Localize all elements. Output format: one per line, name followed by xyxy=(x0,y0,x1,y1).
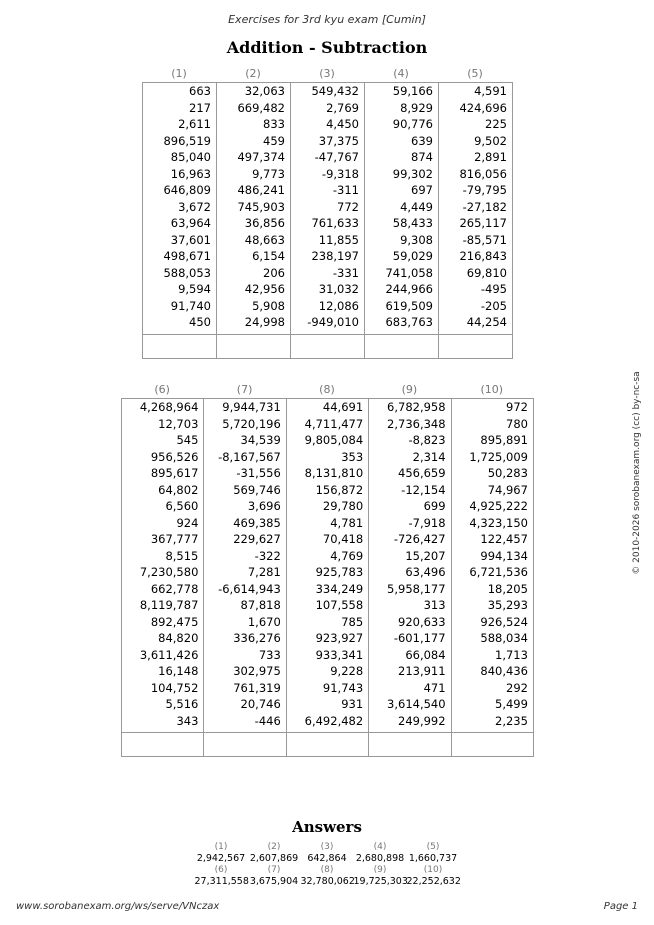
answer-label: (8) xyxy=(320,865,334,875)
problem-number-value: 206 xyxy=(263,265,285,280)
problem-number-value: 4,268,964 xyxy=(139,400,199,414)
problem-number-value: 48,663 xyxy=(244,232,285,247)
answer-cell xyxy=(248,865,301,888)
problem-number-value: 4,449 xyxy=(400,199,433,214)
problem-number-value: 646,809 xyxy=(163,183,211,197)
problem-number-value: 2,314 xyxy=(412,449,446,464)
problem-column xyxy=(368,399,450,757)
problem-column xyxy=(216,83,290,359)
problem-number-value: 6,721,536 xyxy=(469,565,528,579)
problem-number-value: 6,154 xyxy=(252,249,285,263)
problem-number-value: -322 xyxy=(254,548,281,563)
problem-number-value: 15,207 xyxy=(405,548,446,563)
problem-number-value: 12,703 xyxy=(158,416,199,431)
problem-number-value: 7,230,580 xyxy=(139,565,199,579)
problem-number-value: 5,958,177 xyxy=(387,581,446,596)
problem-number-value: 761,319 xyxy=(233,680,281,695)
problem-number-value: -85,571 xyxy=(462,232,507,247)
problem-number-value: 29,780 xyxy=(322,499,364,513)
problem-number-value: 16,963 xyxy=(170,166,211,181)
problem-number-value: 2,235 xyxy=(495,713,528,728)
problem-number-value: 104,752 xyxy=(150,680,199,695)
problem-number-value: 545 xyxy=(176,433,199,447)
problem-number-value: 892,475 xyxy=(150,614,199,629)
problem-grid xyxy=(121,398,534,757)
answer-value: 642,864 xyxy=(307,853,347,864)
answer-box[interactable] xyxy=(122,732,203,757)
problem-number-value: 367,777 xyxy=(150,532,199,546)
problem-number-value: 20,746 xyxy=(240,697,281,711)
problem-number-value: 9,228 xyxy=(330,664,364,678)
problem-number-value: 292 xyxy=(506,680,528,695)
problem-number: (4) xyxy=(393,67,409,80)
problem-number-value: 925,783 xyxy=(315,565,364,579)
problem-number-value: 50,283 xyxy=(487,466,528,480)
problem-number-value: 302,975 xyxy=(233,664,281,678)
problem-number-value: 225 xyxy=(485,117,507,131)
problem-number-value: -949,010 xyxy=(307,315,359,329)
problem-number-value: 343 xyxy=(176,713,199,728)
problem-number-value: 780 xyxy=(506,416,528,431)
problem-number-value: 229,627 xyxy=(233,532,281,546)
answer-cell xyxy=(301,842,354,865)
problem-number-value: 24,998 xyxy=(244,315,285,329)
problem-number-value: -8,823 xyxy=(408,433,446,447)
problem-number-value: 63,964 xyxy=(170,216,211,230)
problem-column xyxy=(286,399,368,757)
problem-number-value: 424,696 xyxy=(459,100,507,115)
answer-box[interactable] xyxy=(439,334,512,359)
problem-number-value: 588,053 xyxy=(163,265,211,280)
problem-number-value: 639 xyxy=(411,133,433,148)
problem-number-value: 313 xyxy=(423,598,446,612)
answer-label: (7) xyxy=(267,865,281,875)
problem-number-value: 36,856 xyxy=(244,216,285,230)
problem-number-value: -205 xyxy=(480,298,507,313)
problem-number-value: 44,254 xyxy=(466,315,507,329)
problem-number-value: -79,795 xyxy=(462,183,507,197)
problem-number-value: 58,433 xyxy=(392,216,433,230)
problem-number-value: 683,763 xyxy=(385,315,433,329)
problem-column xyxy=(142,83,216,359)
problem-number-value: 840,436 xyxy=(480,664,528,678)
problem-number-value: 4,769 xyxy=(330,548,364,563)
problem-number-value: 85,040 xyxy=(170,150,211,164)
problem-number-value: 34,539 xyxy=(240,433,281,447)
problem-number-value: 99,302 xyxy=(392,166,433,181)
problem-number-value: 2,611 xyxy=(178,117,211,131)
problem-number-value: 588,034 xyxy=(480,631,528,645)
problem-number-value: 2,769 xyxy=(326,100,359,115)
page-title: Addition - Subtraction xyxy=(226,38,428,57)
answers-row-2 xyxy=(0,865,654,888)
problem-number-value: 74,967 xyxy=(487,482,528,497)
problem-number-value: 669,482 xyxy=(237,100,285,115)
problem-number-value: 450 xyxy=(189,315,211,329)
problem-number-value: 32,063 xyxy=(244,84,285,98)
answers-section xyxy=(0,842,654,888)
problem-number-value: 37,375 xyxy=(318,133,359,148)
problem-number-value: 619,509 xyxy=(385,298,433,313)
problem-number-value: 549,432 xyxy=(311,84,359,98)
problem-number-value: 9,805,084 xyxy=(304,433,364,447)
problem-number: (8) xyxy=(319,383,335,396)
problem-number-value: 933,341 xyxy=(315,647,364,662)
problem-number-value: 8,515 xyxy=(165,548,199,563)
problem-column xyxy=(451,399,534,757)
problem-number-value: 238,197 xyxy=(311,249,359,263)
problem-number-value: 2,736,348 xyxy=(387,416,446,431)
problem-number-value: -446 xyxy=(254,713,281,728)
problem-number-value: 772 xyxy=(337,199,359,214)
problem-number-value: 4,591 xyxy=(474,84,507,98)
answer-box[interactable] xyxy=(217,334,290,359)
problem-number-value: 59,029 xyxy=(392,249,433,263)
problem-number-value: 217 xyxy=(189,100,211,115)
problem-number-value: 471 xyxy=(423,680,446,695)
problem-number-value: 896,519 xyxy=(163,133,211,148)
problem-table-2 xyxy=(121,382,534,757)
problem-number-value: 1,725,009 xyxy=(469,449,528,464)
problem-number-value: 107,558 xyxy=(315,598,364,612)
problem-column xyxy=(364,83,438,359)
problem-number-value: 741,058 xyxy=(385,265,433,280)
answer-value: 2,680,898 xyxy=(355,853,405,864)
problem-number-value: 156,872 xyxy=(315,482,364,497)
problem-number-value: 6,560 xyxy=(165,499,199,513)
problem-number-value: 697 xyxy=(411,183,433,197)
answer-value: 2,607,869 xyxy=(249,853,299,864)
answer-cell xyxy=(195,865,248,888)
problem-table-1 xyxy=(142,66,513,359)
problem-number-value: 63,496 xyxy=(405,565,446,579)
copyright-text: © 2010-2026 sorobanexam.org (cc) by-nc-sa xyxy=(632,371,642,575)
problem-number: (5) xyxy=(467,67,483,80)
problem-number-value: 874 xyxy=(411,150,433,164)
answers-row-1 xyxy=(0,842,654,865)
answer-cell xyxy=(407,865,460,888)
problem-number-value: -31,556 xyxy=(236,466,281,480)
problem-number-value: -9,318 xyxy=(321,166,359,181)
problem-number-value: 662,778 xyxy=(150,581,199,596)
problem-number-value: 8,119,787 xyxy=(139,598,199,612)
problem-number-value: -311 xyxy=(332,183,359,197)
answer-value: 22,252,632 xyxy=(406,876,461,887)
problem-number-value: 37,601 xyxy=(170,232,211,247)
problem-number-value: 497,374 xyxy=(237,150,285,164)
problem-number-value: 216,843 xyxy=(459,249,507,263)
problem-number-value: 816,056 xyxy=(459,166,507,181)
problem-number-value: 87,818 xyxy=(240,598,281,612)
answer-value: 32,780,062 xyxy=(300,876,355,887)
answer-cell xyxy=(195,842,248,865)
problem-number-value: 69,810 xyxy=(466,265,507,280)
page-header: Exercises for 3rd kyu exam [Cumin] xyxy=(228,13,426,26)
problem-number-value: 4,711,477 xyxy=(304,416,364,431)
problem-number-value: 785 xyxy=(341,614,364,629)
problem-number-value: -47,767 xyxy=(314,150,359,164)
problem-number-value: 699 xyxy=(423,499,446,513)
problem-number-value: 265,117 xyxy=(459,216,507,230)
problem-number-value: 9,308 xyxy=(400,232,433,247)
answer-label: (1) xyxy=(214,842,228,852)
problem-number-value: 569,746 xyxy=(233,482,281,497)
problem-number-value: 2,891 xyxy=(474,150,507,164)
answer-box[interactable] xyxy=(365,334,438,359)
answer-label: (3) xyxy=(320,842,334,852)
problem-number-value: 895,891 xyxy=(480,433,528,447)
problem-number-value: 249,992 xyxy=(398,713,446,728)
answer-value: 3,675,904 xyxy=(249,876,299,887)
problem-number-value: 4,925,222 xyxy=(469,499,528,513)
problem-column xyxy=(438,83,513,359)
problem-number-value: 4,450 xyxy=(326,117,359,131)
problem-number-value: 244,966 xyxy=(385,282,433,296)
problem-number-value: 3,672 xyxy=(178,199,211,214)
problem-number-value: 42,956 xyxy=(244,282,285,296)
problem-column xyxy=(290,83,364,359)
problem-number-value: 11,855 xyxy=(318,232,359,247)
problem-number-value: 3,614,540 xyxy=(387,697,446,711)
problem-number-value: 9,944,731 xyxy=(222,400,281,414)
copyright-vertical xyxy=(631,371,643,575)
problem-number-value: 9,502 xyxy=(474,133,507,148)
problem-number-value: -27,182 xyxy=(462,199,507,214)
problem-number-value: 926,524 xyxy=(480,614,528,629)
problem-number-value: 31,032 xyxy=(318,282,359,296)
problem-number-value: -601,177 xyxy=(393,631,446,645)
answer-value: 27,311,558 xyxy=(194,876,249,887)
answer-box[interactable] xyxy=(287,732,368,757)
problem-number-value: 5,499 xyxy=(495,697,528,711)
answer-cell xyxy=(354,865,407,888)
problem-number-value: 456,659 xyxy=(398,466,446,480)
problem-number-value: 70,418 xyxy=(322,532,364,546)
problem-number-value: 35,293 xyxy=(487,598,528,612)
problem-number-value: 833 xyxy=(263,117,285,131)
problem-number-value: 336,276 xyxy=(233,631,281,645)
answer-label: (4) xyxy=(373,842,387,852)
problem-number: (1) xyxy=(171,67,187,80)
answer-label: (6) xyxy=(214,865,228,875)
problem-number-value: 8,929 xyxy=(400,100,433,115)
problem-number-value: 122,457 xyxy=(480,532,528,546)
answer-label: (5) xyxy=(426,842,440,852)
problem-number-value: 459 xyxy=(263,133,285,148)
answer-value: 2,942,567 xyxy=(196,853,246,864)
answer-cell xyxy=(248,842,301,865)
problem-number-value: -8,167,567 xyxy=(218,449,281,464)
problem-number-value: 931 xyxy=(341,697,364,711)
answer-box[interactable] xyxy=(143,334,216,359)
problem-number-value: 12,086 xyxy=(318,298,359,313)
answer-label: (2) xyxy=(267,842,281,852)
answer-box[interactable] xyxy=(369,732,450,757)
problem-number: (2) xyxy=(245,67,261,80)
problem-number-value: -6,614,943 xyxy=(218,581,281,596)
problem-number-value: 5,516 xyxy=(165,697,199,711)
problem-number-value: 18,205 xyxy=(487,581,528,596)
problem-number-value: 923,927 xyxy=(315,631,364,645)
problem-number-value: -331 xyxy=(332,265,359,280)
problem-number-value: 3,611,426 xyxy=(139,647,199,662)
problem-grid xyxy=(142,82,513,359)
footer-url: www.sorobanexam.org/ws/serve/VNczax xyxy=(16,901,220,912)
column-headers xyxy=(142,66,513,82)
answers-title: Answers xyxy=(292,818,362,836)
problem-number-value: 334,249 xyxy=(315,581,364,596)
problem-number-value: 64,802 xyxy=(158,482,199,497)
problem-number: (3) xyxy=(319,67,335,80)
problem-number-value: 895,617 xyxy=(150,466,199,480)
problem-number-value: -7,918 xyxy=(408,515,446,530)
problem-number-value: 84,820 xyxy=(158,631,199,645)
problem-number-value: 44,691 xyxy=(322,400,364,414)
column-headers xyxy=(121,382,534,398)
problem-number: (7) xyxy=(236,383,253,396)
footer-page-number: Page 1 xyxy=(603,901,638,912)
problem-number-value: 91,743 xyxy=(322,680,364,695)
problem-number-value: 16,148 xyxy=(158,664,199,678)
problem-number-value: 9,594 xyxy=(178,282,211,296)
problem-number-value: 66,084 xyxy=(405,647,446,662)
answer-label: (10) xyxy=(423,865,443,875)
problem-number-value: 956,526 xyxy=(150,449,199,464)
problem-number-value: 663 xyxy=(189,84,211,98)
answer-cell xyxy=(407,842,460,865)
problem-number-value: 8,131,810 xyxy=(304,466,364,480)
problem-number-value: 1,713 xyxy=(495,647,528,662)
problem-number: (9) xyxy=(401,383,418,396)
answer-label: (9) xyxy=(373,865,387,875)
answer-value: 1,660,737 xyxy=(408,853,458,864)
problem-number-value: 4,323,150 xyxy=(469,515,528,530)
problem-number: (6) xyxy=(154,383,170,396)
problem-number-value: 213,911 xyxy=(398,664,446,678)
problem-number-value: 91,740 xyxy=(170,298,211,313)
problem-number-value: 994,134 xyxy=(480,548,528,563)
problem-number-value: 761,633 xyxy=(311,216,359,230)
problem-number-value: -12,154 xyxy=(401,482,446,497)
answer-box[interactable] xyxy=(204,732,285,757)
problem-number-value: -726,427 xyxy=(393,532,446,546)
answer-value: 19,725,303 xyxy=(353,876,408,887)
problem-number-value: 6,492,482 xyxy=(304,713,364,728)
problem-number-value: 5,720,196 xyxy=(222,416,281,431)
problem-number-value: 9,773 xyxy=(252,166,285,181)
answer-cell xyxy=(301,865,354,888)
problem-number-value: 59,166 xyxy=(392,84,433,98)
problem-number-value: 90,776 xyxy=(392,117,433,131)
problem-number-value: 498,671 xyxy=(163,249,211,263)
problem-number-value: 3,696 xyxy=(247,499,281,513)
problem-number-value: 733 xyxy=(258,647,281,662)
answer-cell xyxy=(354,842,407,865)
problem-number-value: 4,781 xyxy=(330,515,364,530)
problem-number-value: 924 xyxy=(176,515,199,530)
problem-number-value: 7,281 xyxy=(247,565,281,579)
problem-number-value: -495 xyxy=(480,282,507,296)
problem-number-value: 469,385 xyxy=(233,515,281,530)
problem-number-value: 1,670 xyxy=(247,614,281,629)
problem-column xyxy=(121,399,203,757)
problem-number-value: 486,241 xyxy=(237,183,285,197)
problem-number-value: 6,782,958 xyxy=(387,400,446,414)
problem-number-value: 972 xyxy=(506,400,528,414)
problem-number-value: 353 xyxy=(341,449,364,464)
answer-box[interactable] xyxy=(452,732,533,757)
problem-number-value: 920,633 xyxy=(398,614,446,629)
problem-number-value: 5,908 xyxy=(252,298,285,313)
problem-column xyxy=(203,399,285,757)
answer-box[interactable] xyxy=(291,334,364,359)
problem-number: (10) xyxy=(480,383,504,396)
problem-number-value: 745,903 xyxy=(237,199,285,214)
